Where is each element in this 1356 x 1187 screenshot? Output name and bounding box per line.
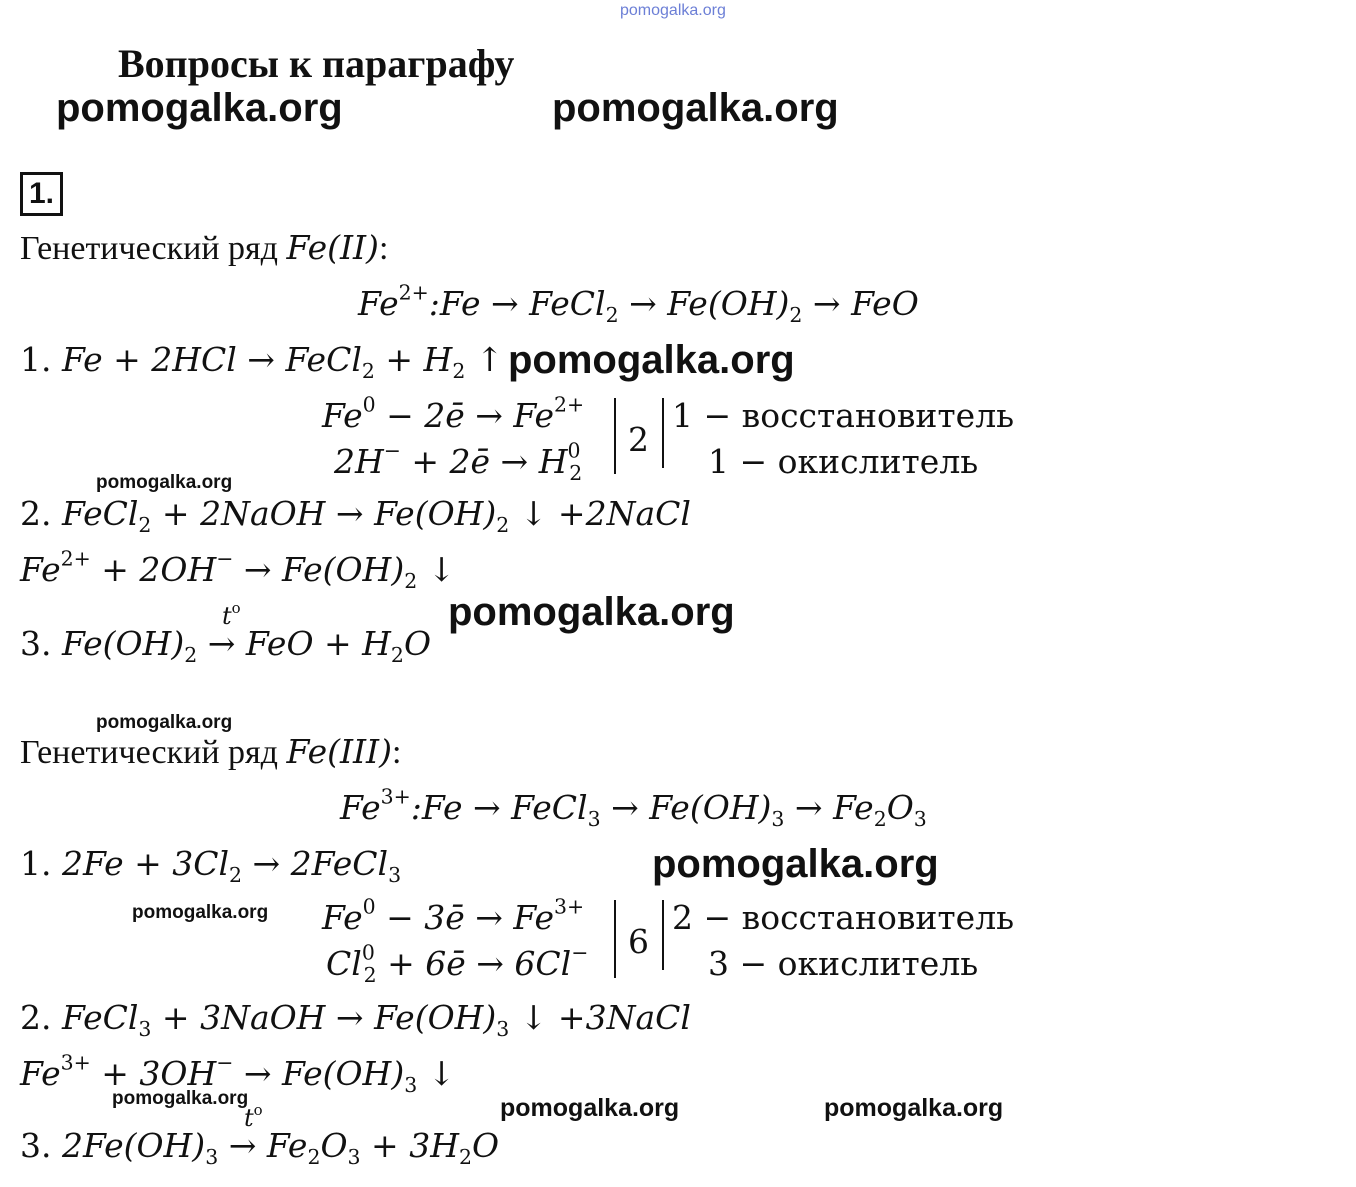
half-reaction-fe-oxidation: $Fe^0$ − 2ē → $Fe^{2+}$ — [322, 392, 585, 435]
heading-colon: : — [378, 230, 389, 267]
temp-symbol: t — [222, 602, 232, 630]
reaction-1-fe2: 1. Fe + 2HCl → FeCl$_2$ + $H_2$ ↑ — [20, 340, 504, 384]
balance-bar — [614, 398, 616, 474]
genetic-series-fe3: $Fe^{3+}:Fe$ → FeCl$_3$ → $Fe(OH)_3 \to Fe_2O_3$ — [340, 784, 927, 832]
balance-bar — [662, 900, 664, 970]
ionic-equation-fe2: $Fe^{2+} + 2OH^- \to Fe(OH)_2$ ↓ — [20, 546, 456, 594]
watermark: pomogalka.org — [500, 1094, 680, 1122]
half-reaction-h-reduction: 2H− + 2ē → $H^0_2$ — [334, 438, 583, 486]
section-heading-fe2 — [20, 228, 388, 268]
genetic-series-fe2: $Fe^{2+}:Fe$ → FeCl$_2$ → $Fe(OH)_2$ → FeO — [358, 280, 919, 328]
reaction-2-fe3: 2. FeCl$_3$ + 3NaOH → $Fe(OH)_3$ ↓ +3NaCl — [20, 998, 691, 1042]
reaction-number: 2. — [20, 998, 62, 1037]
heading-formula: Fe(II) — [286, 228, 379, 267]
heading-text: Генетический ряд — [20, 230, 287, 267]
heading-formula: Fe(III) — [286, 732, 392, 771]
section-heading-fe3 — [20, 732, 401, 772]
watermark: pomogalka.org — [652, 842, 939, 886]
heading-text: Генетический ряд — [20, 734, 287, 771]
oxidizer-label: 3 − окислитель — [708, 944, 979, 983]
reaction-1-fe3: 1. $2Fe + 3Cl_2$ → 2FeCl$_3$ — [20, 844, 402, 888]
reaction-number: 3. — [20, 1126, 62, 1165]
temp-degree: o — [231, 598, 241, 617]
watermark: pomogalka.org — [96, 472, 233, 493]
page-title: Вопросы к параграфу — [118, 41, 515, 86]
oxidizer-label: 1 − окислитель — [708, 442, 979, 481]
watermark: pomogalka.org — [508, 338, 795, 382]
temp-degree: o — [253, 1100, 263, 1119]
reducer-label: 2 − восстановитель — [672, 898, 1015, 937]
half-reaction-fe-oxidation-3: $Fe^0$ − 3ē → $Fe^{3+}$ — [322, 894, 585, 937]
reaction-number: 1. — [20, 340, 62, 379]
reducer-label: 1 − восстановитель — [672, 396, 1015, 435]
balance-coefficient: 6 — [628, 922, 649, 961]
reaction-number: 3. — [20, 624, 62, 663]
reaction-3-fe3: 3. $2Fe(OH)_3 \to Fe_2O_3 + 3H_2O$ — [20, 1126, 500, 1170]
balance-bar — [614, 900, 616, 978]
reaction-3-fe2: 3. $Fe(OH)_2$ → FeO + $H_2O$ — [20, 624, 431, 668]
half-reaction-cl-reduction: $Cl^0_2$ + 6ē → 6Cl− — [326, 940, 589, 988]
reaction-number: 2. — [20, 494, 62, 533]
watermark: pomogalka.org — [96, 712, 233, 733]
task-number: 1. — [20, 172, 63, 216]
watermark: pomogalka.org — [56, 86, 343, 130]
watermark: pomogalka.org — [552, 86, 839, 130]
ionic-equation-fe3: $Fe^{3+} + 3OH^- \to Fe(OH)_3$ ↓ — [20, 1050, 456, 1098]
temp-symbol: t — [244, 1104, 254, 1132]
watermark: pomogalka.org — [132, 902, 269, 923]
watermark: pomogalka.org — [448, 590, 735, 634]
balance-bar — [662, 398, 664, 468]
reaction-number: 1. — [20, 844, 62, 883]
watermark: pomogalka.org — [112, 1088, 249, 1109]
heading-colon: : — [391, 734, 402, 771]
watermark: pomogalka.org — [824, 1094, 1004, 1122]
watermark-top: pomogalka.org — [620, 2, 726, 19]
reaction-2-fe2: 2. FeCl$_2$ + 2NaOH → $Fe(OH)_2$ ↓ +2NaCl — [20, 494, 691, 538]
balance-coefficient: 2 — [628, 420, 649, 459]
